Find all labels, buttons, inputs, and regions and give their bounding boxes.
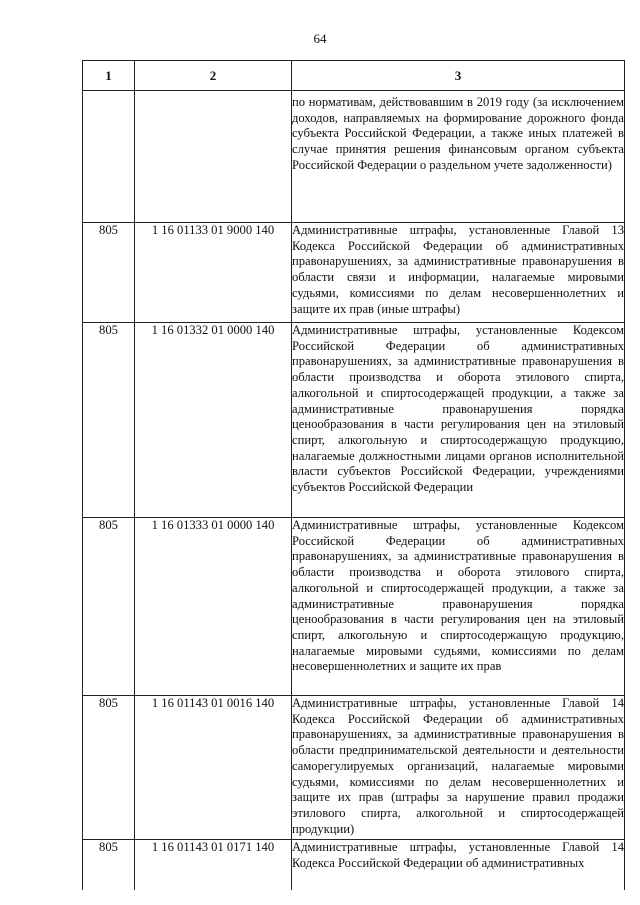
description-cell: Административные штрафы, установленные Кодексом Российской Федерации об административных правонарушениях, за административные правонарушения в области производства и оборота этилового спирта, алкогольной и спиртосодержащей продукции, а также за административные правонарушения порядка ценообразования в части регулирования цен на этиловый спирт, алкогольную и спиртосодержащую продукцию, налагаемые мировыми судьями, комиссиями по делам несовершеннолетних и защите их прав — [292, 518, 625, 696]
admin-code-cell: 805 — [83, 696, 135, 840]
page-number: 64 — [313, 31, 327, 46]
header-col-2: 2 — [135, 61, 292, 91]
admin-code-cell — [83, 91, 135, 223]
table-row — [83, 223, 625, 323]
description-cell: по нормативам, действовавшим в 2019 году (за исключением доходов, направляемых на формирование дорожного фонда субъекта Российской Федерации, а также иных платежей в случае принятия решения финансовым органом субъекта Российской Федерации о раздельном учете задолженности) — [292, 91, 625, 223]
admin-code-cell: 805 — [83, 323, 135, 518]
table-row — [83, 518, 625, 696]
table-row — [83, 840, 625, 890]
description-cell: Административные штрафы, установленные Кодексом Российской Федерации об административных правонарушениях, за административные правонарушения в области производства и оборота этилового спирта, алкогольной и спиртосодержащей продукции, а также за административные правонарушения порядка ценообразования в части регулирования цен на этиловый спирт, алкогольную и спиртосодержащую продукцию, налагаемые должностными лицами органов исполнительной власти субъектов Российской Федерации, учреждениями субъектов Российской Федерации — [292, 323, 625, 518]
admin-code-cell: 805 — [83, 223, 135, 323]
admin-code-cell: 805 — [83, 518, 135, 696]
revenue-codes-table — [82, 60, 625, 890]
header-col-1: 1 — [83, 61, 135, 91]
description-cell: Административные штрафы, установленные Главой 14 Кодекса Российской Федерации об административных — [292, 840, 625, 890]
header-col-3: 3 — [292, 61, 625, 91]
table-row — [83, 91, 625, 223]
revenue-code-cell: 1 16 01143 01 0016 140 — [135, 696, 292, 840]
table-row — [83, 696, 625, 840]
table-header-row — [83, 61, 625, 91]
revenue-code-cell — [135, 91, 292, 223]
description-cell: Административные штрафы, установленные Главой 14 Кодекса Российской Федерации об административных правонарушениях, за административные правонарушения в области предпринимательской деятельности и деятельности саморегулируемых организаций, налагаемые мировыми судьями, комиссиями по делам несовершеннолетних и защите их прав (штрафы за нарушение правил продажи этилового спирта, алкогольной и спиртосодержащей продукции) — [292, 696, 625, 840]
table-row — [83, 323, 625, 518]
revenue-code-cell: 1 16 01333 01 0000 140 — [135, 518, 292, 696]
revenue-code-cell: 1 16 01133 01 9000 140 — [135, 223, 292, 323]
description-cell: Административные штрафы, установленные Главой 13 Кодекса Российской Федерации об административных правонарушениях, за административные правонарушения в области связи и информации, налагаемые мировыми судьями, комиссиями по делам несовершеннолетних и защите их прав (иные штрафы) — [292, 223, 625, 323]
admin-code-cell: 805 — [83, 840, 135, 890]
revenue-code-cell: 1 16 01143 01 0171 140 — [135, 840, 292, 890]
revenue-code-cell: 1 16 01332 01 0000 140 — [135, 323, 292, 518]
